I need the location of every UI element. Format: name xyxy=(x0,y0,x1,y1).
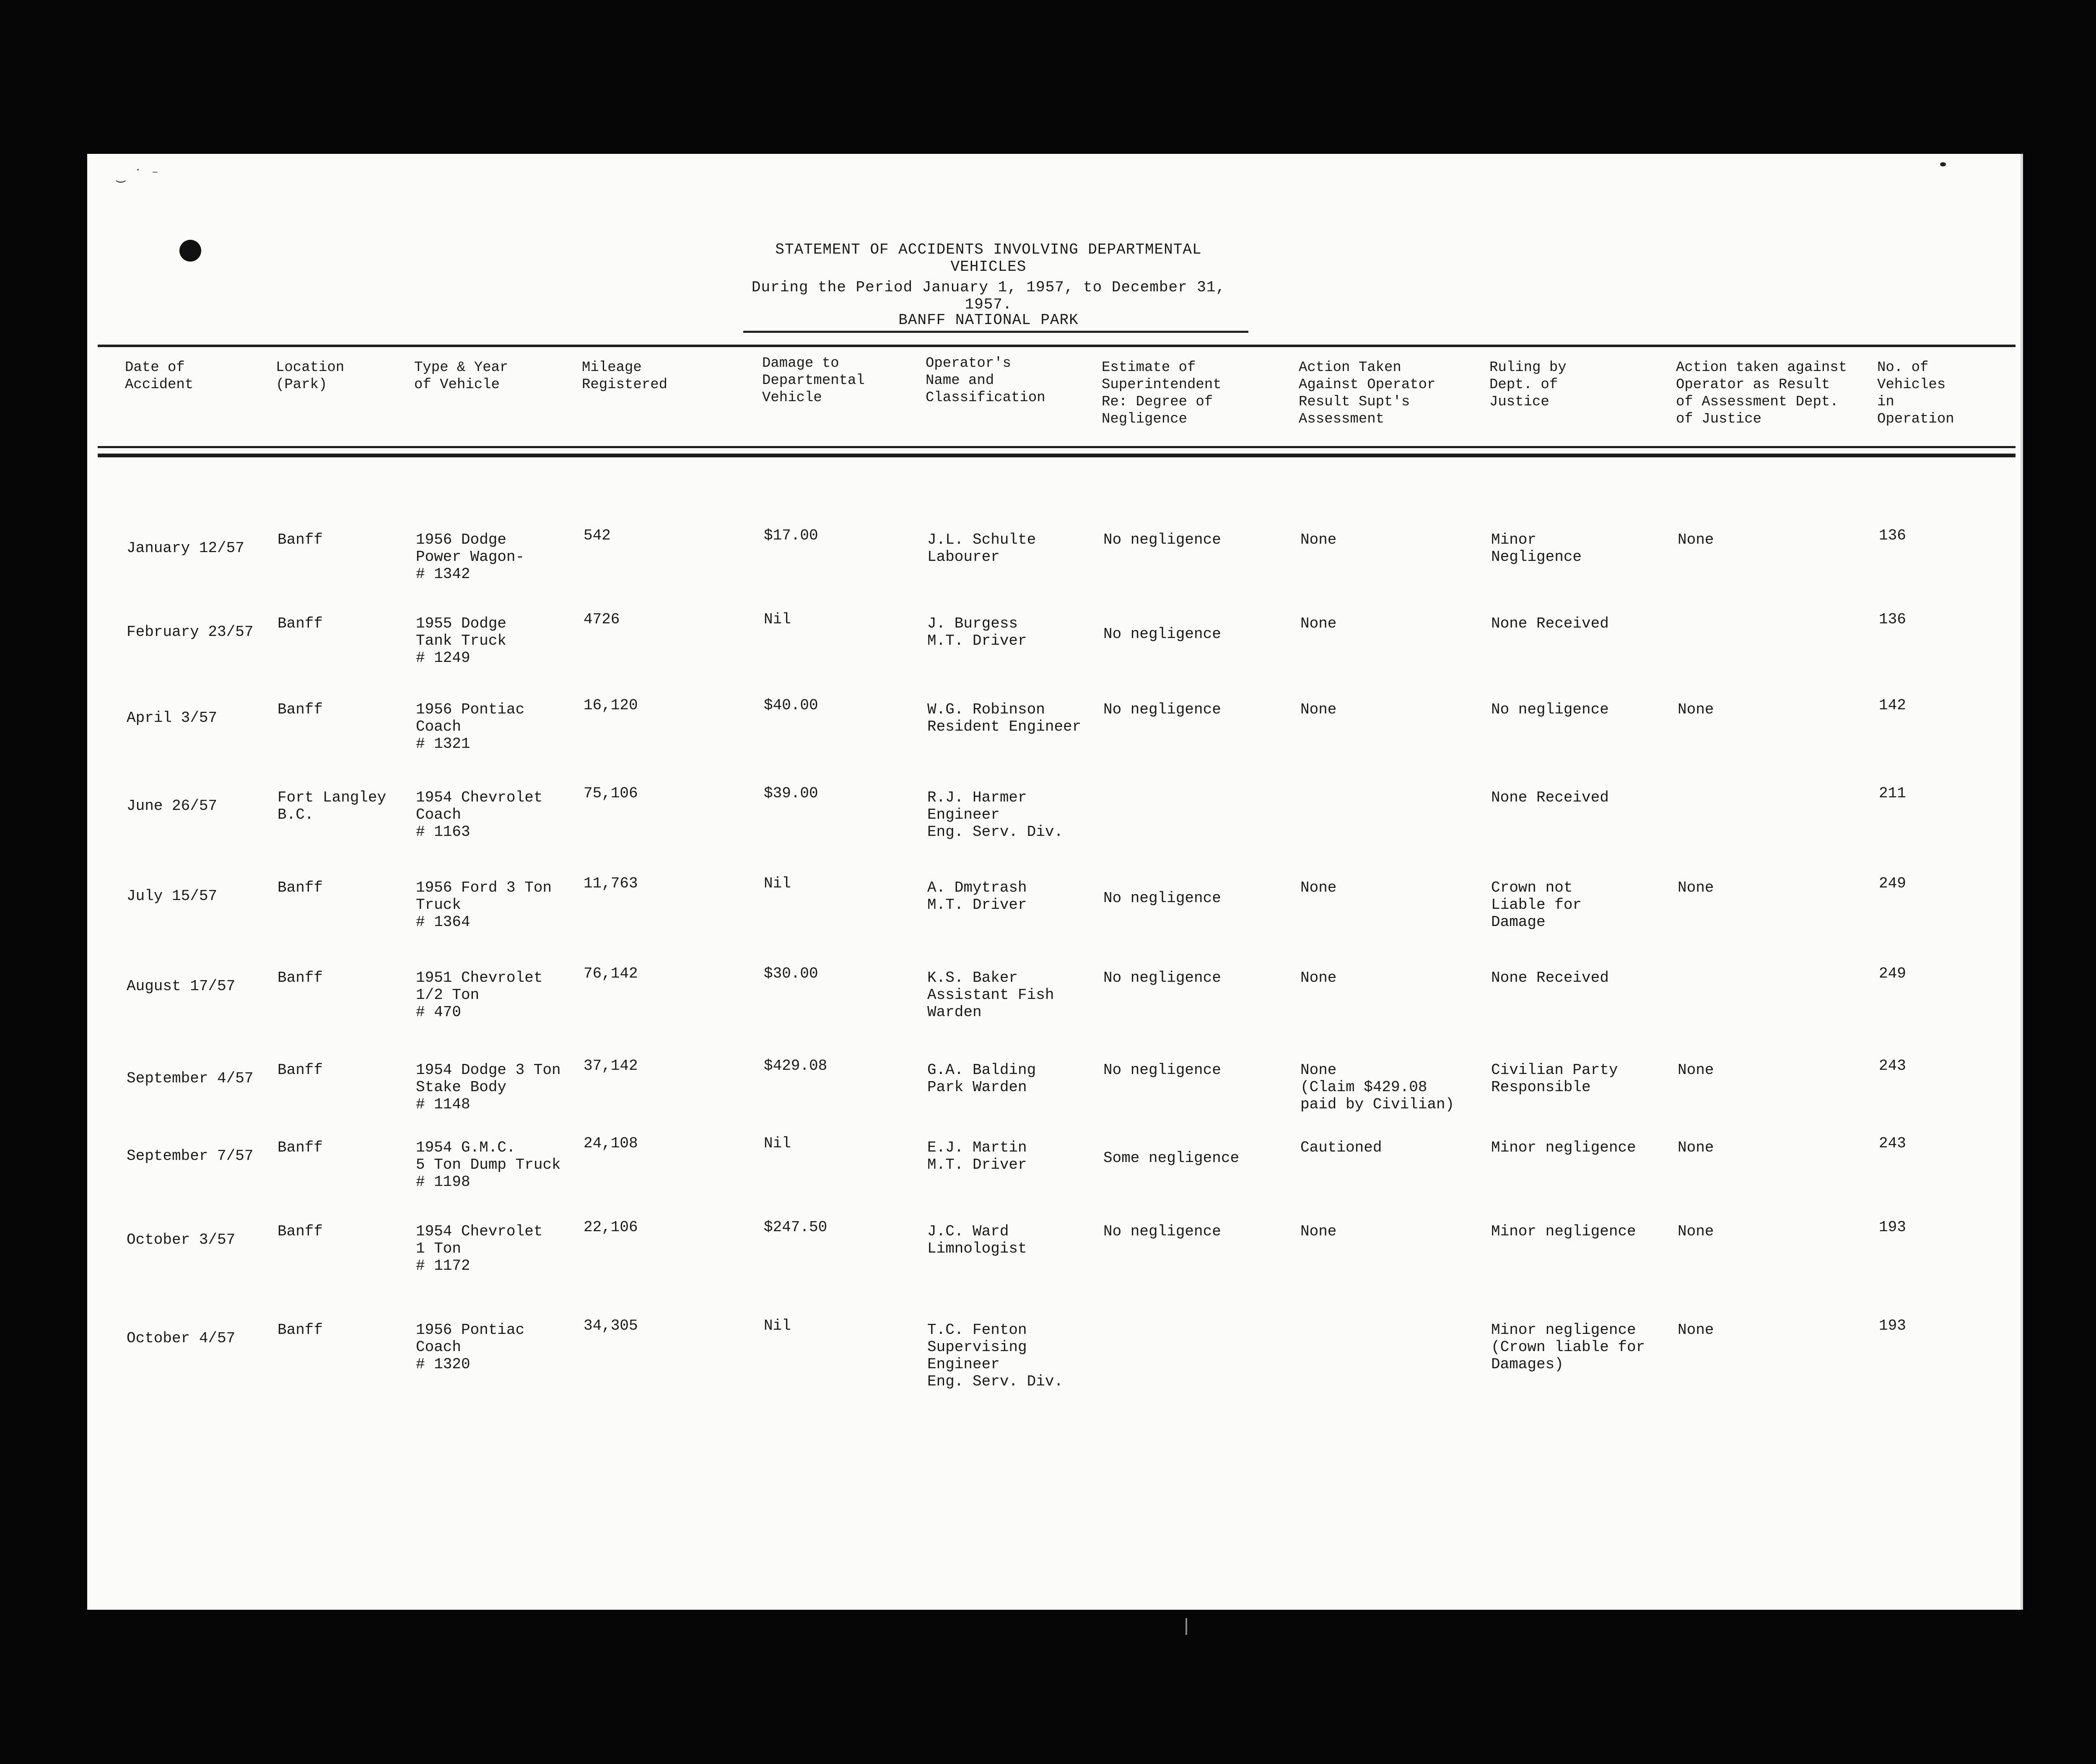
column-header-mileage: Mileage Registered xyxy=(582,360,668,393)
cell-action: None xyxy=(1300,615,1337,632)
cell-vehicle: 1954 G.M.C. 5 Ton Dump Truck # 1198 xyxy=(416,1139,561,1191)
cell-ruling: None Received xyxy=(1491,969,1609,986)
cell-damage: $30.00 xyxy=(764,965,818,982)
cell-damage: Nil xyxy=(764,611,791,628)
cell-operator: J. Burgess M.T. Driver xyxy=(927,615,1027,649)
cell-operator: W.G. Robinson Resident Engineer xyxy=(927,701,1082,735)
cell-operator: A. Dmytrash M.T. Driver xyxy=(927,879,1027,913)
column-header-estimate: Estimate of Superintendent Re: Degree of Negligence xyxy=(1102,360,1222,427)
cell-location: Banff xyxy=(278,531,323,548)
cell-operator: K.S. Baker Assistant Fish Warden xyxy=(927,969,1054,1021)
cell-location: Banff xyxy=(278,701,323,718)
cell-estimate: No negligence xyxy=(1103,625,1221,643)
cell-date: January 12/57 xyxy=(127,540,244,557)
cell-estimate: No negligence xyxy=(1103,969,1221,986)
cell-damage: Nil xyxy=(764,1317,791,1334)
park-underline xyxy=(743,331,1248,333)
cell-vehicle: 1954 Chevrolet Coach # 1163 xyxy=(416,789,543,840)
cell-ruling: Civilian Party Responsible xyxy=(1491,1061,1618,1096)
cell-vehicle: 1956 Pontiac Coach # 1321 xyxy=(416,701,525,752)
document-period: During the Period January 1, 1957, to December 31, 1957. xyxy=(751,279,1226,313)
header-bottom-rule xyxy=(98,446,2016,448)
cell-vehicles: 249 xyxy=(1879,875,1906,892)
cell-damage: $429.08 xyxy=(764,1057,828,1074)
cell-mileage: 4726 xyxy=(584,611,620,628)
cell-vehicle: 1956 Ford 3 Ton Truck # 1364 xyxy=(416,879,552,931)
cell-vehicles: 243 xyxy=(1879,1057,1906,1074)
column-header-operator: Operator's Name and Classification xyxy=(926,355,1045,406)
cell-operator: E.J. Martin M.T. Driver xyxy=(927,1139,1027,1173)
column-header-vehicle: Type & Year of Vehicle xyxy=(414,360,508,393)
header-bottom-rule-thick xyxy=(98,454,2016,457)
film-tick xyxy=(1185,1618,1187,1635)
cell-mileage: 37,142 xyxy=(584,1057,638,1074)
cell-operator: R.J. Harmer Engineer Eng. Serv. Div. xyxy=(927,789,1064,840)
cell-mileage: 22,106 xyxy=(584,1219,638,1236)
cell-action: None xyxy=(1300,969,1337,986)
cell-operator: J.C. Ward Limnologist xyxy=(927,1223,1027,1257)
cell-location: Fort Langley B.C. xyxy=(278,789,387,823)
cell-location: Banff xyxy=(278,1139,323,1156)
cell-action-justice: None xyxy=(1678,1223,1714,1240)
cell-damage: $39.00 xyxy=(764,785,818,802)
cell-vehicles: 243 xyxy=(1879,1135,1906,1152)
cell-ruling: Crown not Liable for Damage xyxy=(1491,879,1582,931)
cell-mileage: 24,108 xyxy=(584,1135,638,1152)
cell-date: February 23/57 xyxy=(127,623,254,641)
cell-vehicles: 142 xyxy=(1879,697,1906,714)
column-header-action-justice: Action taken against Operator as Result of Assessment Dept. of Justice xyxy=(1676,360,1847,427)
cell-ruling: Minor negligence (Crown liable for Damages) xyxy=(1491,1321,1645,1373)
cell-mileage: 11,763 xyxy=(584,875,638,892)
cell-mileage: 542 xyxy=(584,527,611,544)
cell-action-justice: None xyxy=(1678,1321,1714,1339)
cell-location: Banff xyxy=(278,1223,323,1240)
cell-damage: $247.50 xyxy=(764,1219,828,1236)
cell-vehicle: 1956 Pontiac Coach # 1320 xyxy=(416,1321,525,1373)
cell-estimate: No negligence xyxy=(1103,531,1221,548)
cell-date: August 17/57 xyxy=(127,978,236,995)
cell-operator: J.L. Schulte Labourer xyxy=(927,531,1036,566)
cell-damage: $17.00 xyxy=(764,527,818,544)
cell-ruling: No negligence xyxy=(1491,701,1609,718)
cell-vehicles: 193 xyxy=(1879,1317,1906,1334)
cell-location: Banff xyxy=(278,615,323,632)
cell-vehicle: 1951 Chevrolet 1/2 Ton # 470 xyxy=(416,969,543,1021)
cell-location: Banff xyxy=(278,1061,323,1079)
cell-vehicle: 1954 Dodge 3 Ton Stake Body # 1148 xyxy=(416,1061,561,1113)
cell-estimate: No negligence xyxy=(1103,890,1221,907)
cell-estimate: No negligence xyxy=(1103,1061,1221,1079)
cell-ruling: None Received xyxy=(1491,615,1609,632)
cell-vehicles: 193 xyxy=(1879,1219,1906,1236)
cell-date: September 7/57 xyxy=(127,1147,254,1165)
column-header-location: Location (Park) xyxy=(276,360,345,393)
cell-ruling: Minor negligence xyxy=(1491,1139,1636,1156)
column-header-date: Date of Accident xyxy=(125,360,194,393)
cell-operator: G.A. Balding Park Warden xyxy=(927,1061,1036,1096)
cell-ruling: Minor negligence xyxy=(1491,1223,1636,1240)
cell-action-justice: None xyxy=(1678,531,1714,548)
column-header-action: Action Taken Against Operator Result Supt's Assessment xyxy=(1299,360,1436,427)
column-header-ruling: Ruling by Dept. of Justice xyxy=(1489,360,1567,410)
cell-operator: T.C. Fenton Supervising Engineer Eng. Serv. Div. xyxy=(927,1321,1064,1390)
cell-date: September 4/57 xyxy=(127,1070,254,1087)
cell-date: June 26/57 xyxy=(127,797,218,815)
cell-damage: Nil xyxy=(764,875,791,892)
cell-location: Banff xyxy=(278,879,323,896)
cell-mileage: 16,120 xyxy=(584,697,638,714)
cell-damage: Nil xyxy=(764,1135,791,1152)
cell-date: July 15/57 xyxy=(127,887,218,905)
cell-estimate: No negligence xyxy=(1103,701,1221,718)
cell-vehicle: 1955 Dodge Tank Truck # 1249 xyxy=(416,615,507,667)
cell-date: October 3/57 xyxy=(127,1231,236,1248)
document-title: STATEMENT OF ACCIDENTS INVOLVING DEPARTMENTAL VEHICLES xyxy=(775,241,1202,275)
cell-action: Cautioned xyxy=(1300,1139,1382,1156)
column-header-damage: Damage to Departmental Vehicle xyxy=(762,355,865,406)
cell-mileage: 34,305 xyxy=(584,1317,638,1334)
cell-action: None xyxy=(1300,701,1337,718)
cell-vehicles: 136 xyxy=(1879,611,1906,628)
cell-ruling: None Received xyxy=(1491,789,1609,806)
cell-location: Banff xyxy=(278,969,323,986)
header-top-rule xyxy=(98,345,2016,347)
cell-vehicles: 136 xyxy=(1879,527,1906,544)
cell-action-justice: None xyxy=(1678,879,1714,896)
cell-mileage: 76,142 xyxy=(584,965,638,982)
cell-action: None xyxy=(1300,531,1337,548)
cell-ruling: Minor Negligence xyxy=(1491,531,1582,566)
cell-vehicles: 211 xyxy=(1879,785,1906,802)
cell-action: None xyxy=(1300,1223,1337,1240)
cell-estimate: No negligence xyxy=(1103,1223,1221,1240)
cell-vehicle: 1954 Chevrolet 1 Ton # 1172 xyxy=(416,1223,543,1274)
ink-spot xyxy=(1940,162,1946,166)
cell-date: April 3/57 xyxy=(127,709,218,726)
cell-action-justice: None xyxy=(1678,1139,1714,1156)
cell-location: Banff xyxy=(278,1321,323,1339)
park-name: BANFF NATIONAL PARK xyxy=(898,311,1079,329)
document-page xyxy=(87,154,2023,1610)
cell-action: None (Claim $429.08 paid by Civilian) xyxy=(1300,1061,1455,1113)
cell-date: October 4/57 xyxy=(127,1330,236,1347)
cell-vehicle: 1956 Dodge Power Wagon- # 1342 xyxy=(416,531,525,583)
cell-mileage: 75,106 xyxy=(584,785,638,802)
cell-estimate: Some negligence xyxy=(1103,1149,1240,1167)
cell-action: None xyxy=(1300,879,1337,896)
cell-action-justice: None xyxy=(1678,701,1714,718)
cell-vehicles: 249 xyxy=(1879,965,1906,982)
column-header-vehicles: No. of Vehicles in Operation xyxy=(1877,360,1954,427)
cell-action-justice: None xyxy=(1678,1061,1714,1079)
punch-hole xyxy=(179,240,201,262)
cell-damage: $40.00 xyxy=(764,697,818,714)
pen-mark: ‿ ˙ ⁻ xyxy=(117,168,160,184)
